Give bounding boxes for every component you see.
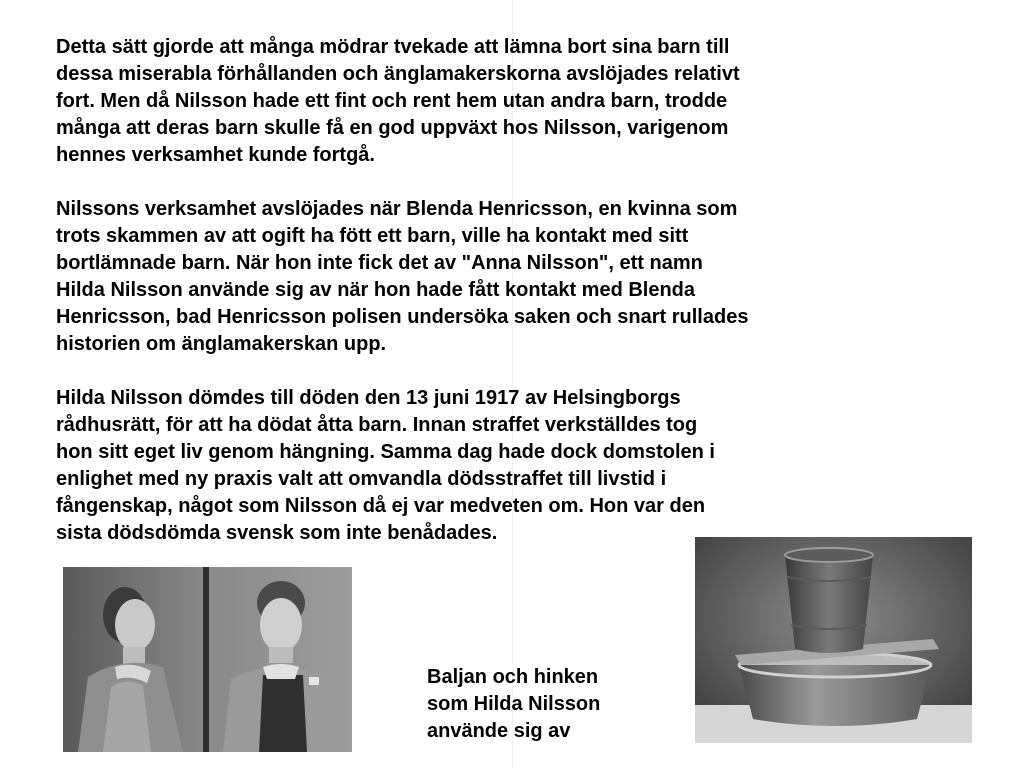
photo-caption: Baljan och hinken som Hilda Nilsson använde sig av [427, 666, 601, 742]
bucket-photo [695, 537, 972, 743]
paragraph-1: Detta sätt gjorde att många mödrar tvekade att lämna bort sina barn till dessa miserabla förhållanden och änglamakerskorna avslöjades relativt fort. Men då Nilsson hade ett fint och rent hem utan andra barn, trodde många att deras barn skulle få en god uppväxt hos Nilsson, varigenom hennes verksamhet kunde fortgå. [56, 36, 740, 166]
bucket-illustration [695, 537, 972, 743]
mugshot-illustration [63, 567, 352, 752]
paragraph-3: Hilda Nilsson dömdes till döden den 13 juni 1917 av Helsingborgs rådhusrätt, för att ha dödat åtta barn. Innan straffet verkställdes tog hon sitt eget liv genom hängning. Samma dag hade dock domstolen i enlighet med ny praxis valt att omvandla dödsstraffet till livstid i fångenskap, något som Nilsson då ej var medveten om. Hon var den sista dödsdömda svensk som inte benådades. [56, 387, 715, 544]
mugshot-photo [63, 567, 352, 752]
paragraph-2: Nilssons verksamhet avslöjades när Blenda Henricsson, en kvinna som trots skammen av att ogift ha fött ett barn, ville ha kontakt med sitt bortlämnade barn. När hon inte fick det av "Anna Nilsson", ett namn Hilda Nilsson använde sig av när hon hade fått kontakt med Blenda Henricsson, bad Henricsson polisen undersöka saken och snart rullades historien om änglamakerskan upp. [56, 198, 749, 355]
